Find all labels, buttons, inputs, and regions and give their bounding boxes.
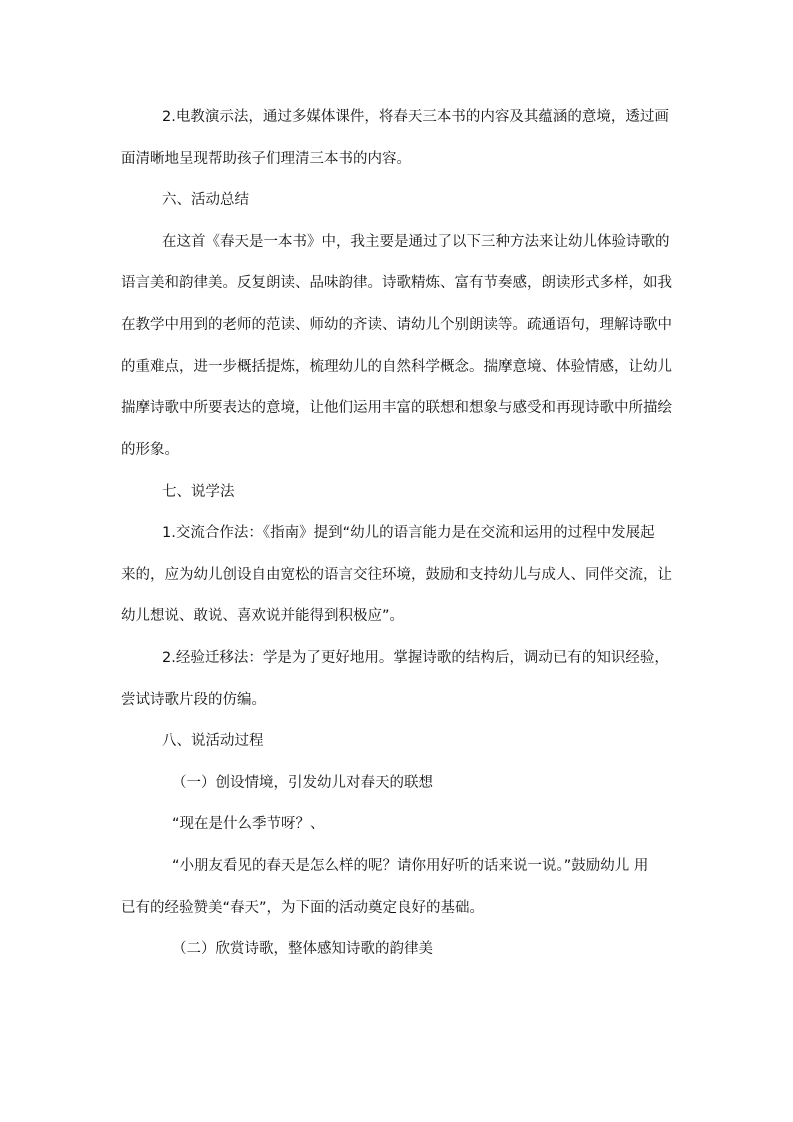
paragraph-line: 2.电教演示法，通过多媒体课件，将春天三本书的内容及其蕴涵的意境，透过画 xyxy=(162,109,669,125)
paragraph-line: 揣摩诗歌中所要表达的意境，让他们运用丰富的联想和想象与感受和再现诗歌中所描绘 xyxy=(121,400,672,416)
paragraph-line: “小朋友看见的春天是怎么样的呢？请你用好听的话来说一说。”鼓励幼儿 用 xyxy=(172,858,649,874)
paragraph-line: 面清晰地呈现帮助孩子们理清三本书的内容。 xyxy=(121,151,411,167)
section-heading: 八、说活动过程 xyxy=(162,733,264,749)
section-heading: 六、活动总结 xyxy=(162,192,249,208)
paragraph-line: 语言美和韵律美。反复朗读、品味韵律。诗歌精炼、富有节奏感，朗读形式多样，如我 xyxy=(121,275,672,291)
paragraph-line: 尝试诗歌片段的仿编。 xyxy=(121,692,266,708)
subsection-heading: （一）创设情境，引发幼儿对春天的联想 xyxy=(172,775,433,791)
subsection-heading: （二）欣赏诗歌，整体感知诗歌的韵律美 xyxy=(172,941,433,957)
paragraph-line: 的形象。 xyxy=(121,442,179,458)
paragraph-line: “现在是什么季节呀？、 xyxy=(172,816,325,832)
paragraph-line: 的重难点，进一步概括提炼，梳理幼儿的自然科学概念。揣摩意境、体验情感，让幼儿 xyxy=(121,359,672,375)
paragraph-line: 来的，应为幼儿创设自由宽松的语言交往环境，鼓励和支持幼儿与成人、同伴交流，让 xyxy=(121,567,672,583)
paragraph-line: 在这首《春天是一本书》中，我主要是通过了以下三种方法来让幼儿体验诗歌的 xyxy=(162,234,670,250)
section-heading: 七、说学法 xyxy=(162,484,235,500)
paragraph-line: 2.经验迁移法：学是为了更好地用。掌握诗歌的结构后，调动已有的知识经验， xyxy=(162,650,669,666)
paragraph-line: 幼儿想说、敢说、喜欢说并能得到积极应”。 xyxy=(121,608,405,624)
paragraph-line: 1.交流合作法：《指南》提到“幼儿的语言能力是在交流和运用的过程中发展起 xyxy=(162,525,655,541)
paragraph-line: 已有的经验赞美“春天”，为下面的活动奠定良好的基础。 xyxy=(121,900,485,916)
paragraph-line: 在教学中用到的老师的范读、师幼的齐读、请幼儿个别朗读等。疏通语句，理解诗歌中 xyxy=(121,317,672,333)
